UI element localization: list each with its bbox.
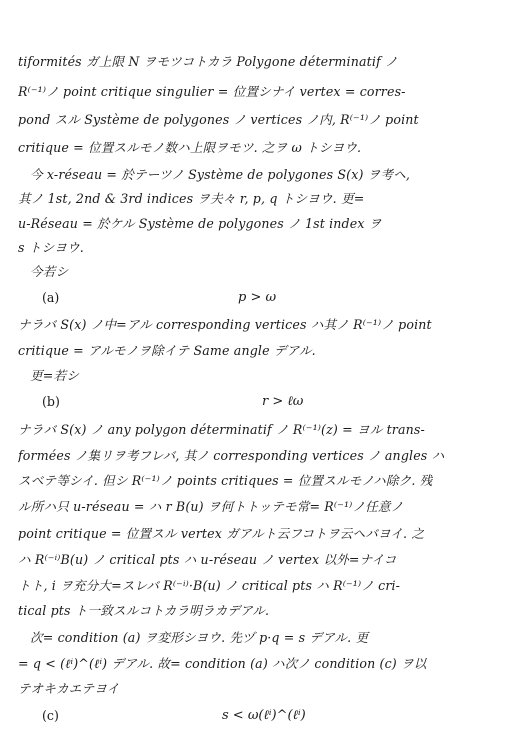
text-line: 次= condition (a) ヲ変形シヨウ. 先ヅ p·q = s デアル. 更 [30,630,369,645]
text-line: ル所ハ只 u-réseau = ハ r B(u) ヲ何トトッテモ常= R⁽⁻¹⁾ノ任意ノ [18,499,404,514]
condition-label: (b) [42,394,60,409]
text-line: critique = アルモノヲ除イテ Same angle デアル. [18,343,316,358]
text-line: 其ノ 1st, 2nd & 3rd indices ヲ夫々 r, p, q トシヨウ. 更= [18,191,365,206]
text-line: pond スル Système de polygones ノ vertices ノ内, R⁽⁻¹⁾ノ point [18,112,419,127]
text-line: トト, i ヲ充分大=スレバ R⁽⁻ⁱ⁾·B(u) ノ critical pts ハ R⁽⁻¹⁾ノ cri- [18,578,401,593]
text-line: ナラバ S(x) ノ中=アル corresponding vertices ハ其ノ R⁽⁻¹⁾ノ point [18,317,432,332]
text-line: 更=若シ [30,368,79,383]
condition-formula: s < ω(ℓⁱ)^(ℓⁱ) [222,708,306,723]
text-line: 今若シ [30,264,69,279]
condition-formula: p > ω [238,290,277,305]
text-line: テオキカエテヨイ [18,681,120,696]
text-line: s トシヨウ. [18,240,84,255]
text-line: point critique = 位置スル vertex ガアルト云フコトヲ云ヘバヨイ. 之 [18,526,425,541]
text-line: = q < (ℓⁱ)^(ℓⁱ) デアル. 故= condition (a) ハ次ノ condition (c) ヲ以 [18,656,427,671]
text-line: tiformités ガ上限 N ヲモツコトカラ Polygone déterminatif ノ [18,54,398,69]
text-line: tical pts ト一致スルコトカラ明ラカデアル. [18,603,270,618]
text-line: スベテ等シイ. 但シ R⁽⁻¹⁾ノ points critiques = 位置スルモノハ除ク. 残 [18,473,433,488]
text-line: R⁽⁻¹⁾ノ point critique singulier = 位置シナイ vertex = corres- [18,84,406,99]
text-line: 今 x-réseau = 於テーツノ Système de polygones S(x) ヲ考ヘ, [30,167,411,182]
text-line: ナラバ S(x) ノ any polygon déterminatif ノ R⁽⁻¹⁾(z) = ヨル trans- [18,422,425,437]
condition-formula: r > ℓω [262,394,304,409]
text-line: critique = 位置スルモノ数ハ上限ヲモツ. 之ヲ ω トシヨウ. [18,140,362,155]
condition-label: (a) [42,290,60,305]
text-line: ハ R⁽⁻ⁱ⁾B(u) ノ critical pts ハ u-réseau ノ vertex 以外=ナイコ [18,552,397,567]
condition-label: (c) [42,708,59,723]
text-line: u-Réseau = 於ケル Système de polygones ノ 1st index ヲ [18,216,382,231]
text-line: formées ノ集リヲ考フレバ, 其ノ corresponding vertices ノ angles ハ [18,448,445,463]
